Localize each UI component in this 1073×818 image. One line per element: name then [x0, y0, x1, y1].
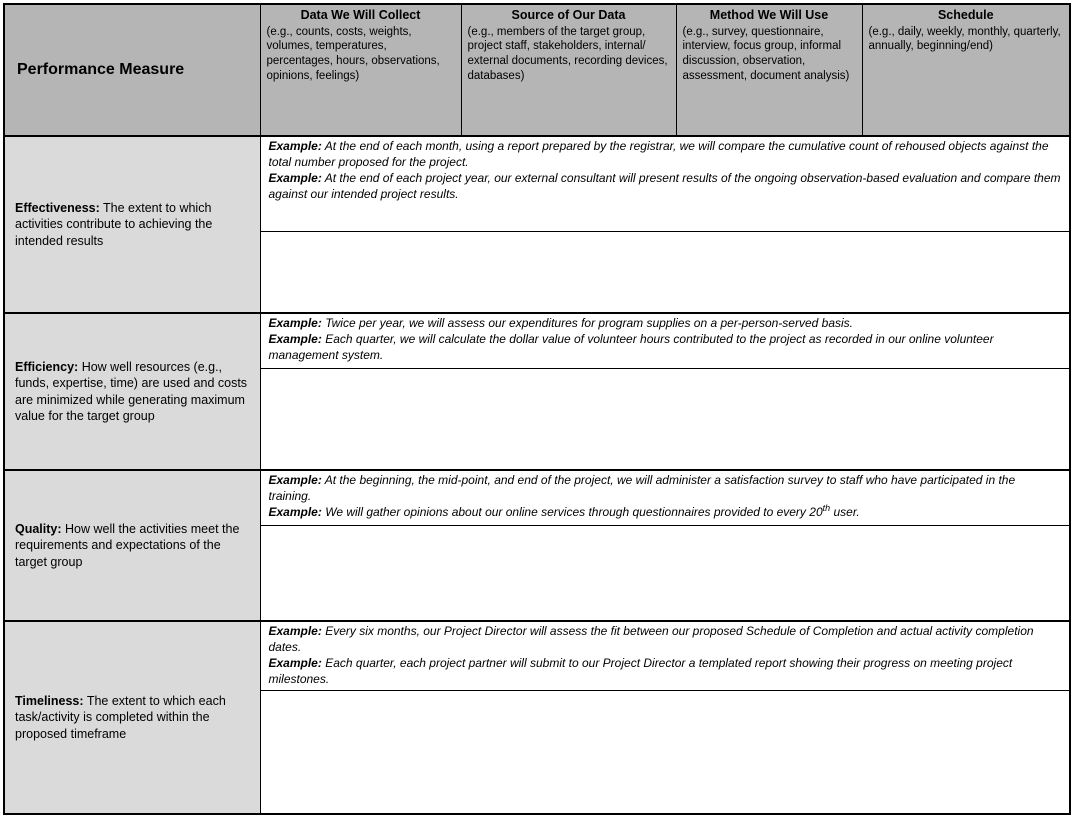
measure-label-effectiveness — [4, 136, 260, 313]
examples-timeliness — [260, 621, 1070, 691]
measure-term: Effectiveness: — [15, 200, 100, 215]
example-text — [269, 139, 1062, 171]
column-hint-data: (e.g., counts, costs, weights, volumes, temperatures, percentages, hours, observations, opinions, feelings) — [266, 25, 440, 82]
example-label: Example: — [268, 473, 322, 487]
header-method — [676, 4, 862, 136]
example-body: At the end of each month, using a report prepared by the registrar, we will compare the cumulative count of rehoused objects against the total number proposed for the project. — [268, 139, 1049, 169]
column-title-data: Data We Will Collect — [300, 8, 421, 22]
example-label: Example: — [268, 316, 322, 330]
column-title-source: Source of Our Data — [511, 8, 626, 22]
performance-measure-table — [3, 3, 1071, 815]
header-row — [4, 4, 1070, 136]
column-title-method: Method We Will Use — [709, 8, 829, 22]
example-label: Example: — [268, 504, 322, 519]
example-body: Each quarter, we will calculate the dollar value of volunteer hours contributed to the project as recorded in our online volunteer management system. — [268, 331, 994, 362]
example-text — [269, 624, 1062, 656]
example-body: Each quarter, each project partner will submit to our Project Director a templated report showing their progress on meeting project milestones. — [268, 655, 1013, 686]
entry-area-timeliness — [260, 691, 1070, 815]
example-text — [269, 316, 1062, 332]
measure-description: The extent to which activities contribute to achieving the intended results — [15, 200, 213, 248]
column-hint-method: (e.g., survey, questionnaire, interview, focus group, informal discussion, observation, assessment, document analysis) — [682, 25, 850, 82]
examples-effectiveness — [260, 136, 1070, 232]
example-text — [268, 502, 1062, 521]
column-hint-source: (e.g., members of the target group, project staff, stakeholders, internal/ external documents, recording devices, databases) — [467, 25, 668, 82]
measure-term: Efficiency: — [15, 359, 79, 374]
row-effectiveness — [4, 136, 1070, 232]
measure-text — [15, 200, 250, 250]
header-schedule — [862, 4, 1070, 136]
column-hint-schedule: (e.g., daily, weekly, monthly, quarterly, annually, beginning/end) — [868, 25, 1061, 53]
measure-label-quality — [4, 470, 260, 621]
example-label: Example: — [268, 139, 322, 153]
entry-area-effectiveness — [260, 232, 1070, 314]
examples-quality — [260, 470, 1070, 526]
measure-term: Timeliness: — [15, 693, 84, 708]
header-source-of-data — [461, 4, 676, 136]
example-body: At the end of each project year, our external consultant will present results of the ongoing observation-based evaluation and compare them against our intended project results. — [268, 170, 1061, 201]
row-quality — [4, 470, 1070, 526]
measure-description: How well resources (e.g., funds, expertise, time) are used and costs are minimized while generating maximum value for the target group — [15, 359, 248, 423]
example-text — [269, 171, 1062, 203]
ordinal-suffix: th — [822, 502, 831, 513]
measure-label-efficiency — [4, 313, 260, 470]
measure-text — [15, 359, 250, 425]
measure-description: The extent to which each task/activity is completed within the proposed timeframe — [15, 693, 226, 741]
header-data-we-will-collect — [260, 4, 461, 136]
example-label: Example: — [268, 624, 322, 638]
example-body: At the beginning, the mid-point, and end of the project, we will administer a satisfaction survey to staff who have participated in the training. — [268, 473, 1016, 503]
example-label: Example: — [268, 331, 322, 346]
example-text — [269, 332, 1062, 364]
measure-label-timeliness — [4, 621, 260, 814]
example-body: user. — [830, 504, 860, 519]
example-label: Example: — [268, 170, 322, 185]
row-timeliness — [4, 621, 1070, 691]
examples-efficiency — [260, 313, 1070, 369]
entry-area-quality — [260, 526, 1070, 622]
measure-text — [15, 521, 250, 571]
example-body: Twice per year, we will assess our expenditures for program supplies on a per-person-served basis. — [325, 316, 854, 330]
example-body: Every six months, our Project Director will assess the fit between our proposed Schedule of Completion and actual activity completion dates. — [268, 624, 1034, 654]
example-label: Example: — [268, 655, 322, 670]
row-efficiency — [4, 313, 1070, 369]
header-performance-measure: Performance Measure — [4, 4, 260, 136]
example-body: We will gather opinions about our online services through questionnaires provided to every 20 — [325, 504, 823, 519]
example-text — [269, 473, 1062, 505]
example-text — [269, 656, 1062, 688]
column-title-schedule: Schedule — [937, 8, 994, 22]
measure-description: How well the activities meet the requirements and expectations of the target group — [15, 521, 240, 569]
measure-term: Quality: — [15, 521, 62, 536]
measure-text — [15, 693, 250, 743]
entry-area-efficiency — [260, 369, 1070, 471]
